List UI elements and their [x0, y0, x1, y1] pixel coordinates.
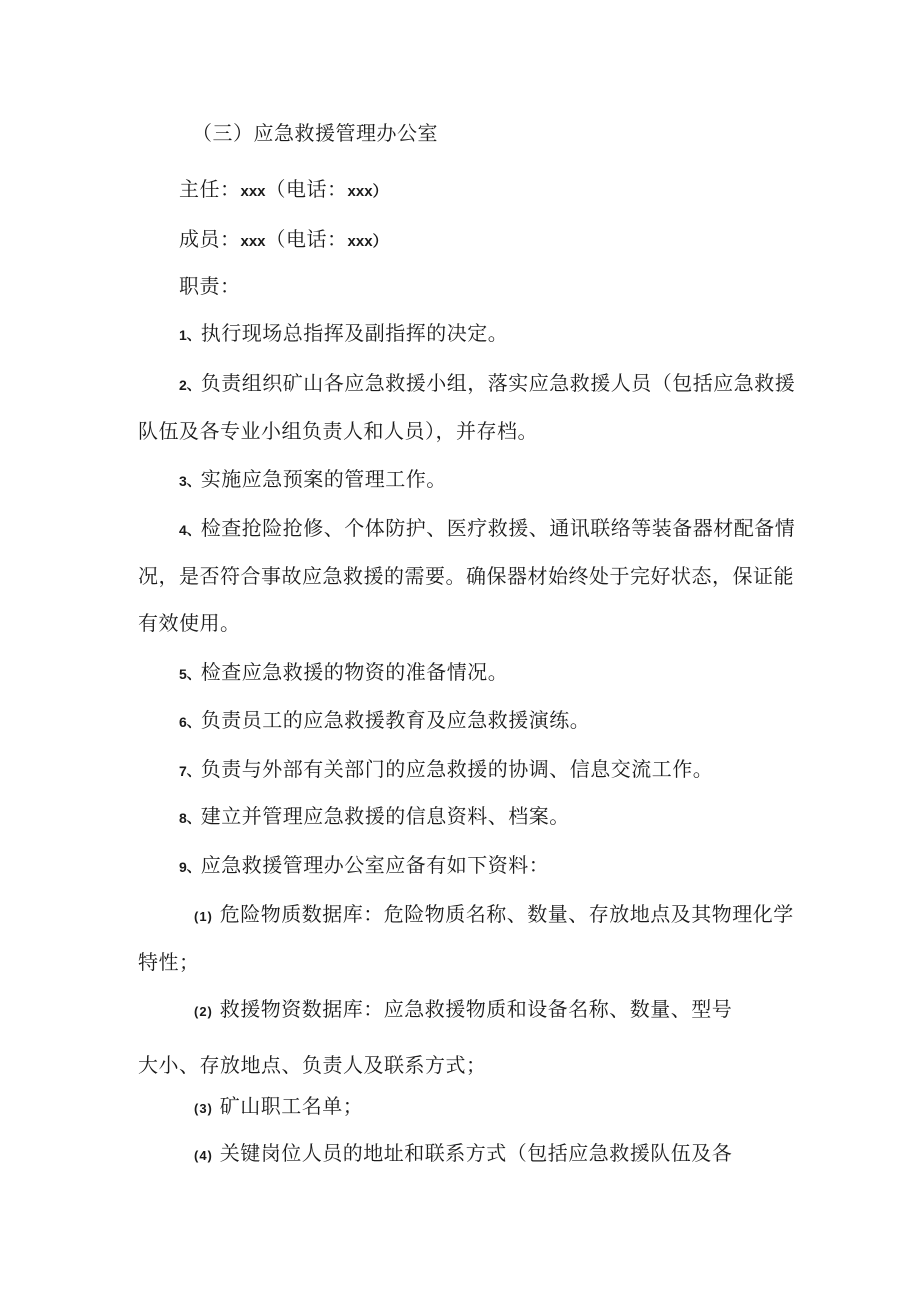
duty-item-text: 负责员工的应急救援教育及应急救援演练。 — [200, 708, 591, 732]
duty-item-number: 7、 — [179, 763, 201, 779]
duty-item-number: 3、 — [179, 473, 201, 489]
duty-item — [179, 515, 795, 543]
resource-subitem — [194, 901, 794, 930]
duty-item — [179, 707, 590, 735]
duty-item-text: 实施应急预案的管理工作。 — [200, 467, 447, 491]
resource-subitem-text: 危险物质数据库：危险物质名称、数量、存放地点及其物理化学 — [219, 902, 794, 926]
duty-item — [179, 852, 549, 880]
members-phone-open: （电话： — [265, 227, 348, 251]
duty-item-number: 2、 — [179, 377, 201, 393]
resource-subitem-text: 矿山职工名单； — [219, 1094, 364, 1118]
director-line — [179, 176, 388, 205]
resource-subitem-number: (4) — [194, 1148, 213, 1163]
duty-item-text: 检查应急救援的物资的准备情况。 — [200, 660, 509, 684]
duty-item-number: 9、 — [179, 859, 201, 875]
section-title: （三）应急救援管理办公室 — [192, 121, 438, 145]
duty-item — [179, 466, 447, 494]
duty-item — [179, 803, 570, 831]
resource-subitem-number: (1) — [194, 909, 213, 924]
resource-subitem — [194, 1140, 732, 1169]
duty-item-number: 5、 — [179, 666, 201, 682]
members-name: xxx — [240, 233, 266, 250]
resource-subitem-continuation: 特性； — [138, 950, 200, 974]
resource-subitem-text: 救援物资数据库：应急救援物质和设备名称、数量、型号 — [219, 997, 733, 1021]
duty-item-continuation: 队伍及各专业小组负责人和人员），并存档。 — [138, 419, 538, 443]
resource-subitem-number: (3) — [194, 1101, 213, 1116]
resource-subitem-continuation: 大小、存放地点、负责人及联系方式； — [138, 1053, 487, 1077]
duty-item-text: 检查抢险抢修、个体防护、医疗救援、通讯联络等装备器材配备情 — [200, 516, 796, 540]
director-label: 主任： — [179, 177, 241, 201]
duties-label: 职责： — [179, 274, 241, 298]
duty-item-text: 负责组织矿山各应急救援小组，落实应急救援人员（包括应急救援 — [200, 371, 796, 395]
duty-item-number: 4、 — [179, 522, 201, 538]
duty-item — [179, 370, 795, 398]
members-label: 成员： — [179, 227, 241, 251]
resource-subitem-number: (2) — [194, 1004, 213, 1019]
duty-item-number: 6、 — [179, 714, 201, 730]
resource-subitem-text: 关键岗位人员的地址和联系方式（包括应急救援队伍及各 — [219, 1141, 733, 1165]
director-close: ） — [372, 183, 388, 200]
duty-item-continuation: 况，是否符合事故应急救援的需要。确保器材始终处于完好状态，保证能 — [138, 564, 794, 588]
resource-subitem — [194, 996, 732, 1025]
members-line — [179, 226, 388, 255]
resource-subitem — [194, 1093, 363, 1122]
duty-item-number: 1、 — [179, 327, 201, 343]
duty-item-text: 负责与外部有关部门的应急救援的协调、信息交流工作。 — [200, 757, 714, 781]
director-name: xxx — [240, 183, 266, 200]
duty-item-number: 8、 — [179, 810, 201, 826]
duty-item — [179, 659, 508, 687]
members-phone: xxx — [347, 233, 373, 250]
members-close: ） — [372, 233, 388, 250]
director-phone-open: （电话： — [265, 177, 348, 201]
duty-item-text: 应急救援管理办公室应备有如下资料： — [200, 853, 550, 877]
duty-item-continuation: 有效使用。 — [138, 611, 241, 635]
duty-item-text: 建立并管理应急救援的信息资料、档案。 — [200, 804, 570, 828]
director-phone: xxx — [347, 183, 373, 200]
duty-item — [179, 756, 713, 784]
duty-item — [179, 320, 508, 348]
duty-item-text: 执行现场总指挥及副指挥的决定。 — [200, 321, 509, 345]
